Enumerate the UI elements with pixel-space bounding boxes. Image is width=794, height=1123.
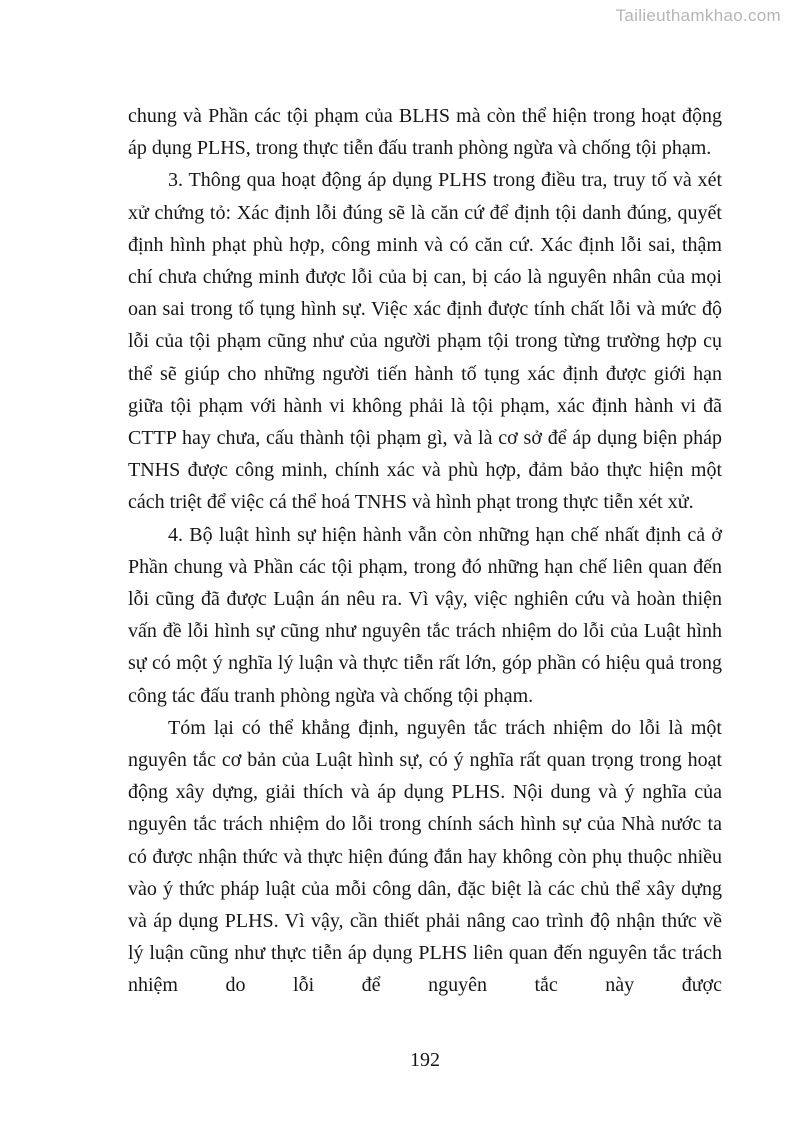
body-paragraph: chung và Phần các tội phạm của BLHS mà còn thể hiện trong hoạt động áp dụng PLHS, trong thực tiễn đấu tranh phòng ngừa và chống tội phạm. xyxy=(128,105,722,160)
body-paragraph: 3. Thông qua hoạt động áp dụng PLHS trong điều tra, truy tố và xét xử chứng tỏ: Xác định lỗi đúng sẽ là căn cứ để định tội danh đúng, quyết định hình phạt phù hợp, công minh và có căn cứ. Xác định lỗi sai, thậm chí chưa chứng minh được lỗi của bị can, bị cáo là nguyên nhân của mọi oan sai trong tố tụng hình sự. Việc xác định được tính chất lỗi và mức độ lỗi của tội phạm cũng như của người phạm tội trong từng trường hợp cụ thể sẽ giúp cho những người tiến hành tố tụng xác định được giới hạn giữa tội phạm với hành vi không phải là tội phạm, xác định hành vi đã CTTP hay chưa, cấu thành tội phạm gì, và là cơ sở để áp dụng biện pháp TNHS được công minh, chính xác và phù hợp, đảm bảo thực hiện một cách triệt để việc cá thể hoá TNHS và hình phạt trong thực tiễn xét xử. xyxy=(128,169,722,514)
body-paragraph: 4. Bộ luật hình sự hiện hành vẫn còn những hạn chế nhất định cả ở Phần chung và Phần các tội phạm, trong đó những hạn chế liên quan đến lỗi cũng đã được Luận án nêu ra. Vì vậy, việc nghiên cứu và hoàn thiện vấn đề lỗi hình sự cũng như nguyên tắc trách nhiệm do lỗi của Luật hình sự có một ý nghĩa lý luận và thực tiễn rất lớn, góp phần có hiệu quả trong công tác đấu tranh phòng ngừa và chống tội phạm. xyxy=(128,523,722,707)
body-paragraph: Tóm lại có thể khẳng định, nguyên tắc trách nhiệm do lỗi là một nguyên tắc cơ bản của Luật hình sự, có ý nghĩa rất quan trọng trong hoạt động xây dựng, giải thích và áp dụng PLHS. Nội dung và ý nghĩa của nguyên tắc trách nhiệm do lỗi trong chính sách hình sự của Nhà nước ta có được nhận thức và thực hiện đúng đắn hay không còn phụ thuộc nhiều vào ý thức pháp luật của mỗi công dân, đặc biệt là các chủ thể xây dựng và áp dụng PLHS. Vì vậy, cần thiết phải nâng cao trình độ nhận thức về lý luận cũng như thực tiễn áp dụng PLHS liên quan đến nguyên tắc trách nhiệm do lỗi để nguyên tắc này được xyxy=(128,716,722,997)
page-number: 192 xyxy=(410,1049,440,1071)
page-body xyxy=(128,100,722,1002)
watermark: Tailieuthamkhao.com xyxy=(615,6,781,25)
